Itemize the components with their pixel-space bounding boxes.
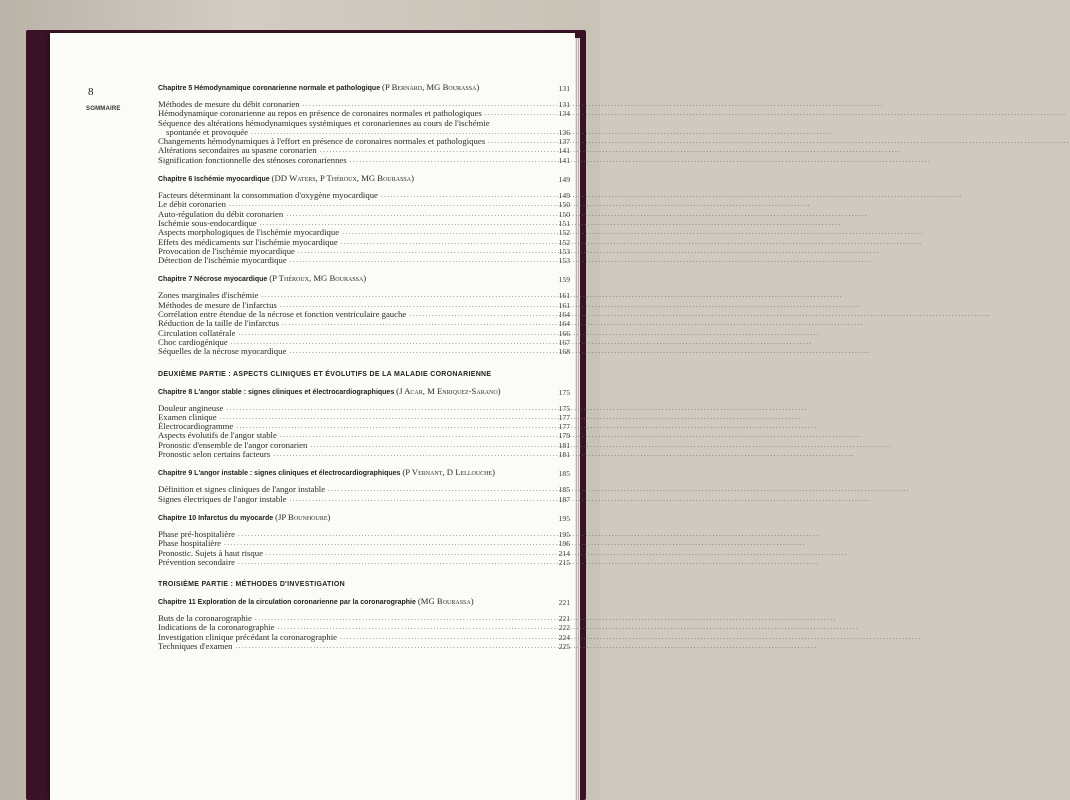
dot-leader [485, 109, 1067, 118]
toc-entry-title: Provocation de l'ischémie myocardique [158, 245, 295, 256]
toc-entry-title: Buts de la coronarographie [158, 613, 252, 624]
toc-entry-title: Définition et signes cliniques de l'angor instable [158, 484, 326, 495]
dot-leader [238, 558, 820, 567]
toc-entry-page: 179 [558, 431, 570, 441]
chapter-title: Chapitre 11 Exploration de la circulation coronarienne par la coronarographie [158, 599, 418, 607]
toc-entry-title: Corrélation entre étendue de la nécrose et fonction ventriculaire gauche [158, 309, 407, 320]
toc-entry-title: Réduction de la taille de l'infarctus [158, 318, 279, 329]
toc-entry-title: Auto-régulation du débit coronarien [158, 208, 284, 219]
toc-entry [158, 558, 570, 567]
toc-entry-page: 150 [558, 209, 570, 219]
toc-entry-page: 152 [558, 228, 570, 238]
toc-entry-title: Méthodes de mesure de l'infarctus [158, 299, 277, 310]
toc-entry-page: 181 [558, 450, 570, 460]
toc-entry-page: 141 [558, 146, 570, 156]
toc-entry-title: Signes électriques de l'angor instable [158, 493, 287, 504]
toc-entry [158, 642, 570, 651]
toc-entry-page: 150 [558, 200, 570, 210]
toc-entry [158, 450, 570, 459]
toc-entry-page: 181 [558, 440, 570, 450]
dot-leader [298, 247, 880, 256]
toc-entry-page: 175 [558, 403, 570, 413]
chapter-page-number: 159 [558, 275, 570, 285]
toc-entry-title: Zones marginales d'ischémie [158, 290, 259, 301]
toc-entry-page: 196 [558, 539, 570, 549]
toc-entry-page: 166 [558, 328, 570, 338]
dot-leader [488, 137, 1070, 146]
toc-entry-title: Pronostic selon certains facteurs [158, 449, 271, 460]
toc-entry-page: 149 [558, 191, 570, 201]
toc-entry-page: 187 [558, 494, 570, 504]
chapter-heading [158, 512, 570, 524]
toc-entry-title: Circulation collatérale [158, 327, 236, 338]
dot-leader [289, 347, 871, 356]
chapter-heading [158, 273, 570, 285]
chapter-heading [158, 596, 570, 608]
toc-entry-page: 224 [558, 632, 570, 642]
toc-entry-title: Aspects évolutifs de l'angor stable [158, 430, 277, 441]
dot-leader [350, 156, 932, 165]
dot-leader [328, 485, 910, 494]
toc-entry-title: Changements hémodynamiques à l'effort en présence de coronaires normales et pathologiques [158, 136, 486, 147]
chapter-title: Chapitre 9 L'angor instable : signes cliniques et électrocardiographiques [158, 470, 403, 478]
toc-entry-title: Phase hospitalière [158, 538, 221, 549]
toc-entry-page: 185 [558, 485, 570, 495]
dot-leader [226, 404, 808, 413]
toc-entry-title: Prévention secondaire [158, 556, 235, 567]
toc-entry-page: 195 [558, 529, 570, 539]
chapter-page-number: 131 [558, 84, 570, 93]
toc-entry-title: Hémodynamique coronarienne au repos en présence de coronaires normales et pathologiques [158, 108, 482, 119]
toc-entry-page: 136 [558, 127, 570, 137]
toc-entry-title: Douleur angineuse [158, 402, 224, 413]
dot-leader [238, 530, 820, 539]
toc-entry [158, 347, 570, 356]
toc-entry-title: Investigation clinique précédant la coronarographie [158, 631, 337, 642]
dot-leader [342, 228, 924, 237]
chapter-page-number: 185 [558, 469, 570, 479]
toc-entry-page: 221 [558, 614, 570, 624]
toc-entry [158, 495, 570, 504]
toc-entry-page: 161 [558, 300, 570, 310]
toc-entry-page: 153 [558, 246, 570, 256]
dot-leader [261, 291, 843, 300]
section-label: SOMMAIRE [86, 106, 121, 112]
toc-entry-page: 151 [558, 218, 570, 228]
chapter-page-number: 221 [558, 598, 570, 608]
toc-entry-page: 164 [558, 319, 570, 329]
toc-entry-title: Pronostic d'ensemble de l'angor coronarien [158, 439, 308, 450]
toc-entry-page: 168 [558, 347, 570, 357]
part-heading: TROISIÈME PARTIE : MÉTHODES D'INVESTIGATION [158, 581, 345, 589]
toc-entry [158, 404, 570, 413]
toc-entry-page: 164 [558, 310, 570, 320]
dot-leader [260, 219, 842, 228]
toc-entry-title: Aspects morphologiques de l'ischémie myocardique [158, 227, 340, 238]
dot-leader [220, 413, 802, 422]
toc-entry-title: spontanée et provoquée [166, 126, 249, 137]
chapter-page-number: 195 [558, 513, 570, 523]
toc-entry-title: Détection de l'ischémie myocardique [158, 255, 287, 266]
dot-leader [289, 495, 871, 504]
toc-entry-page: 152 [558, 237, 570, 247]
chapter-page-number: 149 [558, 175, 570, 185]
chapter-title: Chapitre 10 Infarctus du myocarde [158, 514, 276, 522]
chapter-heading [158, 386, 570, 398]
chapter-authors: (J Acar, M Enriquez-Sarano) [396, 385, 501, 396]
toc-entry-title: Phase pré-hospitalière [158, 528, 235, 539]
toc-entry-page: 153 [558, 256, 570, 266]
chapter-authors: (JP Bounhoure) [275, 511, 331, 522]
toc-entry-title: Électrocardiogramme [158, 421, 234, 432]
toc-entry-page: 134 [558, 109, 570, 119]
dot-leader [341, 238, 923, 247]
dot-leader [409, 310, 991, 319]
dot-leader [236, 422, 818, 431]
chapter-authors: (MG Bourassa) [417, 596, 474, 607]
toc-entry-title: Techniques d'examen [158, 640, 233, 651]
toc-entry-page: 215 [558, 557, 570, 567]
toc-entry-title: Méthodes de mesure du débit coronarien [158, 99, 300, 109]
dot-leader [236, 642, 818, 651]
dot-leader [340, 633, 922, 642]
chapter-heading [158, 467, 570, 479]
toc-entry-title: Signification fonctionnelle des sténoses coronariennes [158, 154, 347, 165]
toc-entry-page: 141 [558, 155, 570, 165]
toc-entry-title: Pronostic. Sujets à haut risque [158, 547, 263, 558]
chapter-title: Chapitre 6 Ischémie myocardique [158, 176, 272, 184]
toc-entry [158, 256, 570, 265]
chapter-heading [158, 173, 570, 185]
toc-entry-title: Effets des médicaments sur l'ischémie myocardique [158, 236, 338, 247]
part-heading: DEUXIÈME PARTIE : ASPECTS CLINIQUES ET ÉVOLUTIFS DE LA MALADIE CORONARIENNE [158, 370, 492, 378]
toc-entry-title: Examen clinique [158, 411, 217, 422]
chapter-authors: (P Bernard, MG Bourassa) [382, 82, 480, 92]
dot-leader [224, 539, 806, 548]
toc-entry-title: Séquence des altérations hémodynamiques systémiques et coronariennes au cours de l'ischémie [158, 117, 490, 128]
toc-entry-page: 177 [558, 422, 570, 432]
dot-leader [282, 319, 864, 328]
toc-entry [158, 156, 570, 165]
chapter-title: Chapitre 5 Hémodynamique coronarienne normale et pathologique [158, 85, 383, 92]
dot-leader [238, 329, 820, 338]
toc-entry-page: 161 [558, 291, 570, 301]
toc-entry-title: Facteurs déterminant la consommation d'oxygène myocardique [158, 190, 378, 201]
toc-entry-page: 167 [558, 337, 570, 347]
chapter-authors: (P Vernant, D Lellouche) [402, 467, 496, 478]
chapter-authors: (DD Waters, P Théroux, MG Bourassa) [271, 173, 414, 184]
toc-entry-page: 222 [558, 623, 570, 633]
chapter-title: Chapitre 8 L'angor stable : signes cliniques et électrocardiographiques [158, 388, 397, 396]
table-of-contents [158, 74, 570, 651]
dot-leader [286, 210, 868, 219]
toc-entry-page: 177 [558, 412, 570, 422]
toc-entry-title: Séquelles de la nécrose myocardique [158, 346, 287, 357]
toc-entry-page: 137 [558, 137, 570, 147]
dot-leader [231, 338, 813, 347]
chapter-authors: (P Théroux, MG Bourassa) [269, 273, 367, 284]
dot-leader [310, 441, 892, 450]
dot-leader [280, 431, 862, 440]
toc-entry-page: 225 [558, 641, 570, 651]
dot-leader [229, 200, 811, 209]
toc-entry-page: 214 [558, 548, 570, 558]
dot-leader [290, 256, 872, 265]
chapter-page-number: 175 [558, 387, 570, 397]
toc-entry-title: Le débit coronarien [158, 199, 227, 210]
chapter-title: Chapitre 7 Nécrose myocardique [158, 276, 270, 284]
dot-leader [320, 146, 902, 155]
toc-entry-title: Choc cardiogénique [158, 336, 228, 347]
toc-entry-title: Ischémie sous-endocardique [158, 217, 257, 228]
toc-entry-title: Indications de la coronarographie [158, 622, 275, 633]
dot-leader [255, 614, 837, 623]
dot-leader [381, 191, 963, 200]
toc-entry-page: 131 [558, 100, 570, 109]
chapter-heading [158, 82, 570, 94]
toc-entry-title: Altérations secondaires au spasme coronarien [158, 145, 317, 156]
page-number: 8 [88, 86, 94, 98]
